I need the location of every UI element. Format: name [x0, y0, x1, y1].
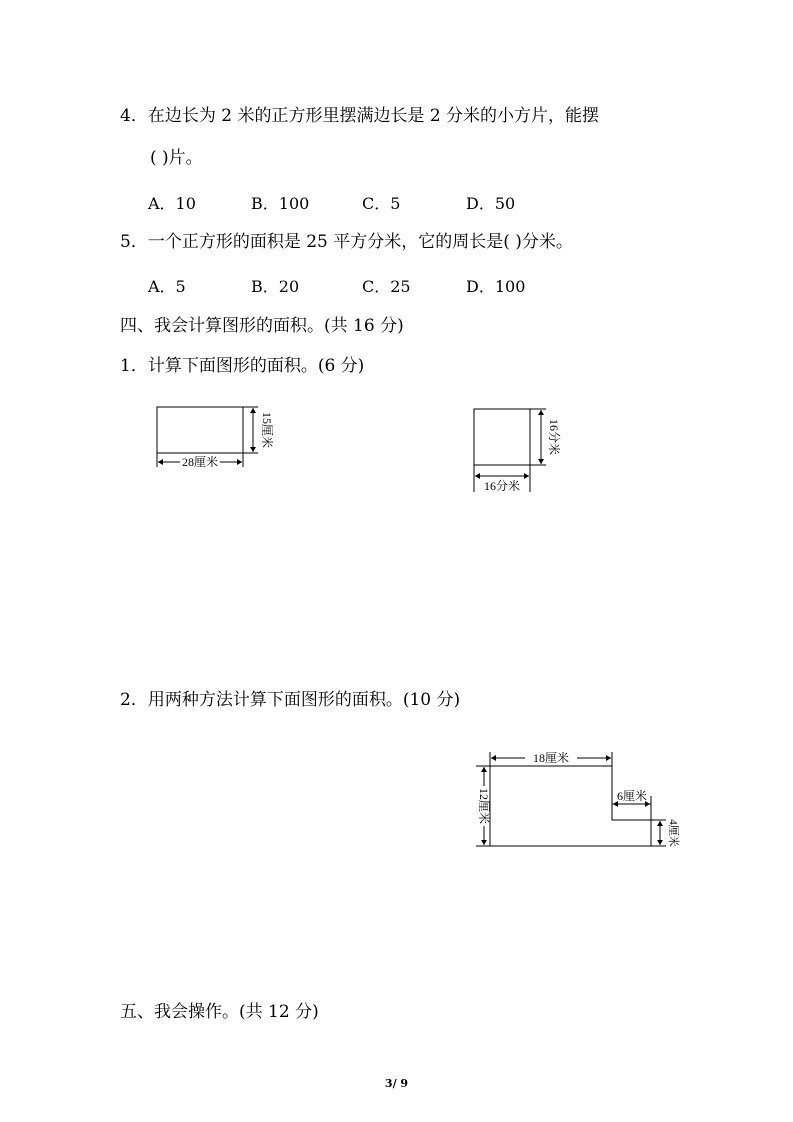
- page-number: 3/ 9: [384, 1077, 409, 1090]
- square-width-label: 16分米: [483, 479, 521, 493]
- l-shape-notch-label: 6厘米: [616, 789, 648, 803]
- figure-rectangle: [150, 400, 285, 478]
- rectangle-width-label: 28厘米: [181, 455, 219, 469]
- q5-option-a: A．5: [148, 277, 186, 296]
- section4-sub1: 1．计算下面图形的面积。(6 分): [120, 356, 365, 376]
- q4-text-line2: ( )片。: [150, 148, 203, 168]
- l-shape-top-label: 18厘米: [532, 751, 570, 765]
- q4-options: [0, 191, 793, 213]
- rectangle-height-label: 15厘米: [260, 411, 274, 449]
- figure-l-shape: [470, 748, 690, 858]
- q5-option-b: B．20: [251, 277, 300, 296]
- section4-sub2: 2．用两种方法计算下面图形的面积。(10 分): [120, 690, 461, 710]
- q5-option-d: D．100: [466, 277, 526, 296]
- rectangle-shape: [157, 407, 243, 453]
- l-shape: [490, 766, 651, 846]
- section4-title: 四、我会计算图形的面积。(共 16 分): [120, 316, 404, 336]
- l-shape-left-label: 12厘米: [477, 787, 491, 825]
- q4-option-a: A．10: [148, 194, 196, 213]
- section5-title: 五、我会操作。(共 12 分): [120, 1002, 319, 1022]
- q4-text-line1: 4．在边长为 2 米的正方形里摆满边长是 2 分米的小方片，能摆: [120, 106, 600, 126]
- q5-text-line1: 5．一个正方形的面积是 25 平方分米，它的周长是( )分米。: [120, 232, 573, 252]
- square-height-label: 16分米: [547, 418, 561, 456]
- q4-option-c: C．5: [362, 194, 401, 213]
- q5-options: [0, 274, 793, 296]
- q5-option-c: C．25: [362, 277, 411, 296]
- l-shape-right-label: 4厘米: [667, 819, 679, 847]
- q4-option-b: B．100: [251, 194, 310, 213]
- figure-square: [466, 402, 576, 498]
- square-shape: [474, 409, 530, 465]
- q4-option-d: D．50: [466, 194, 516, 213]
